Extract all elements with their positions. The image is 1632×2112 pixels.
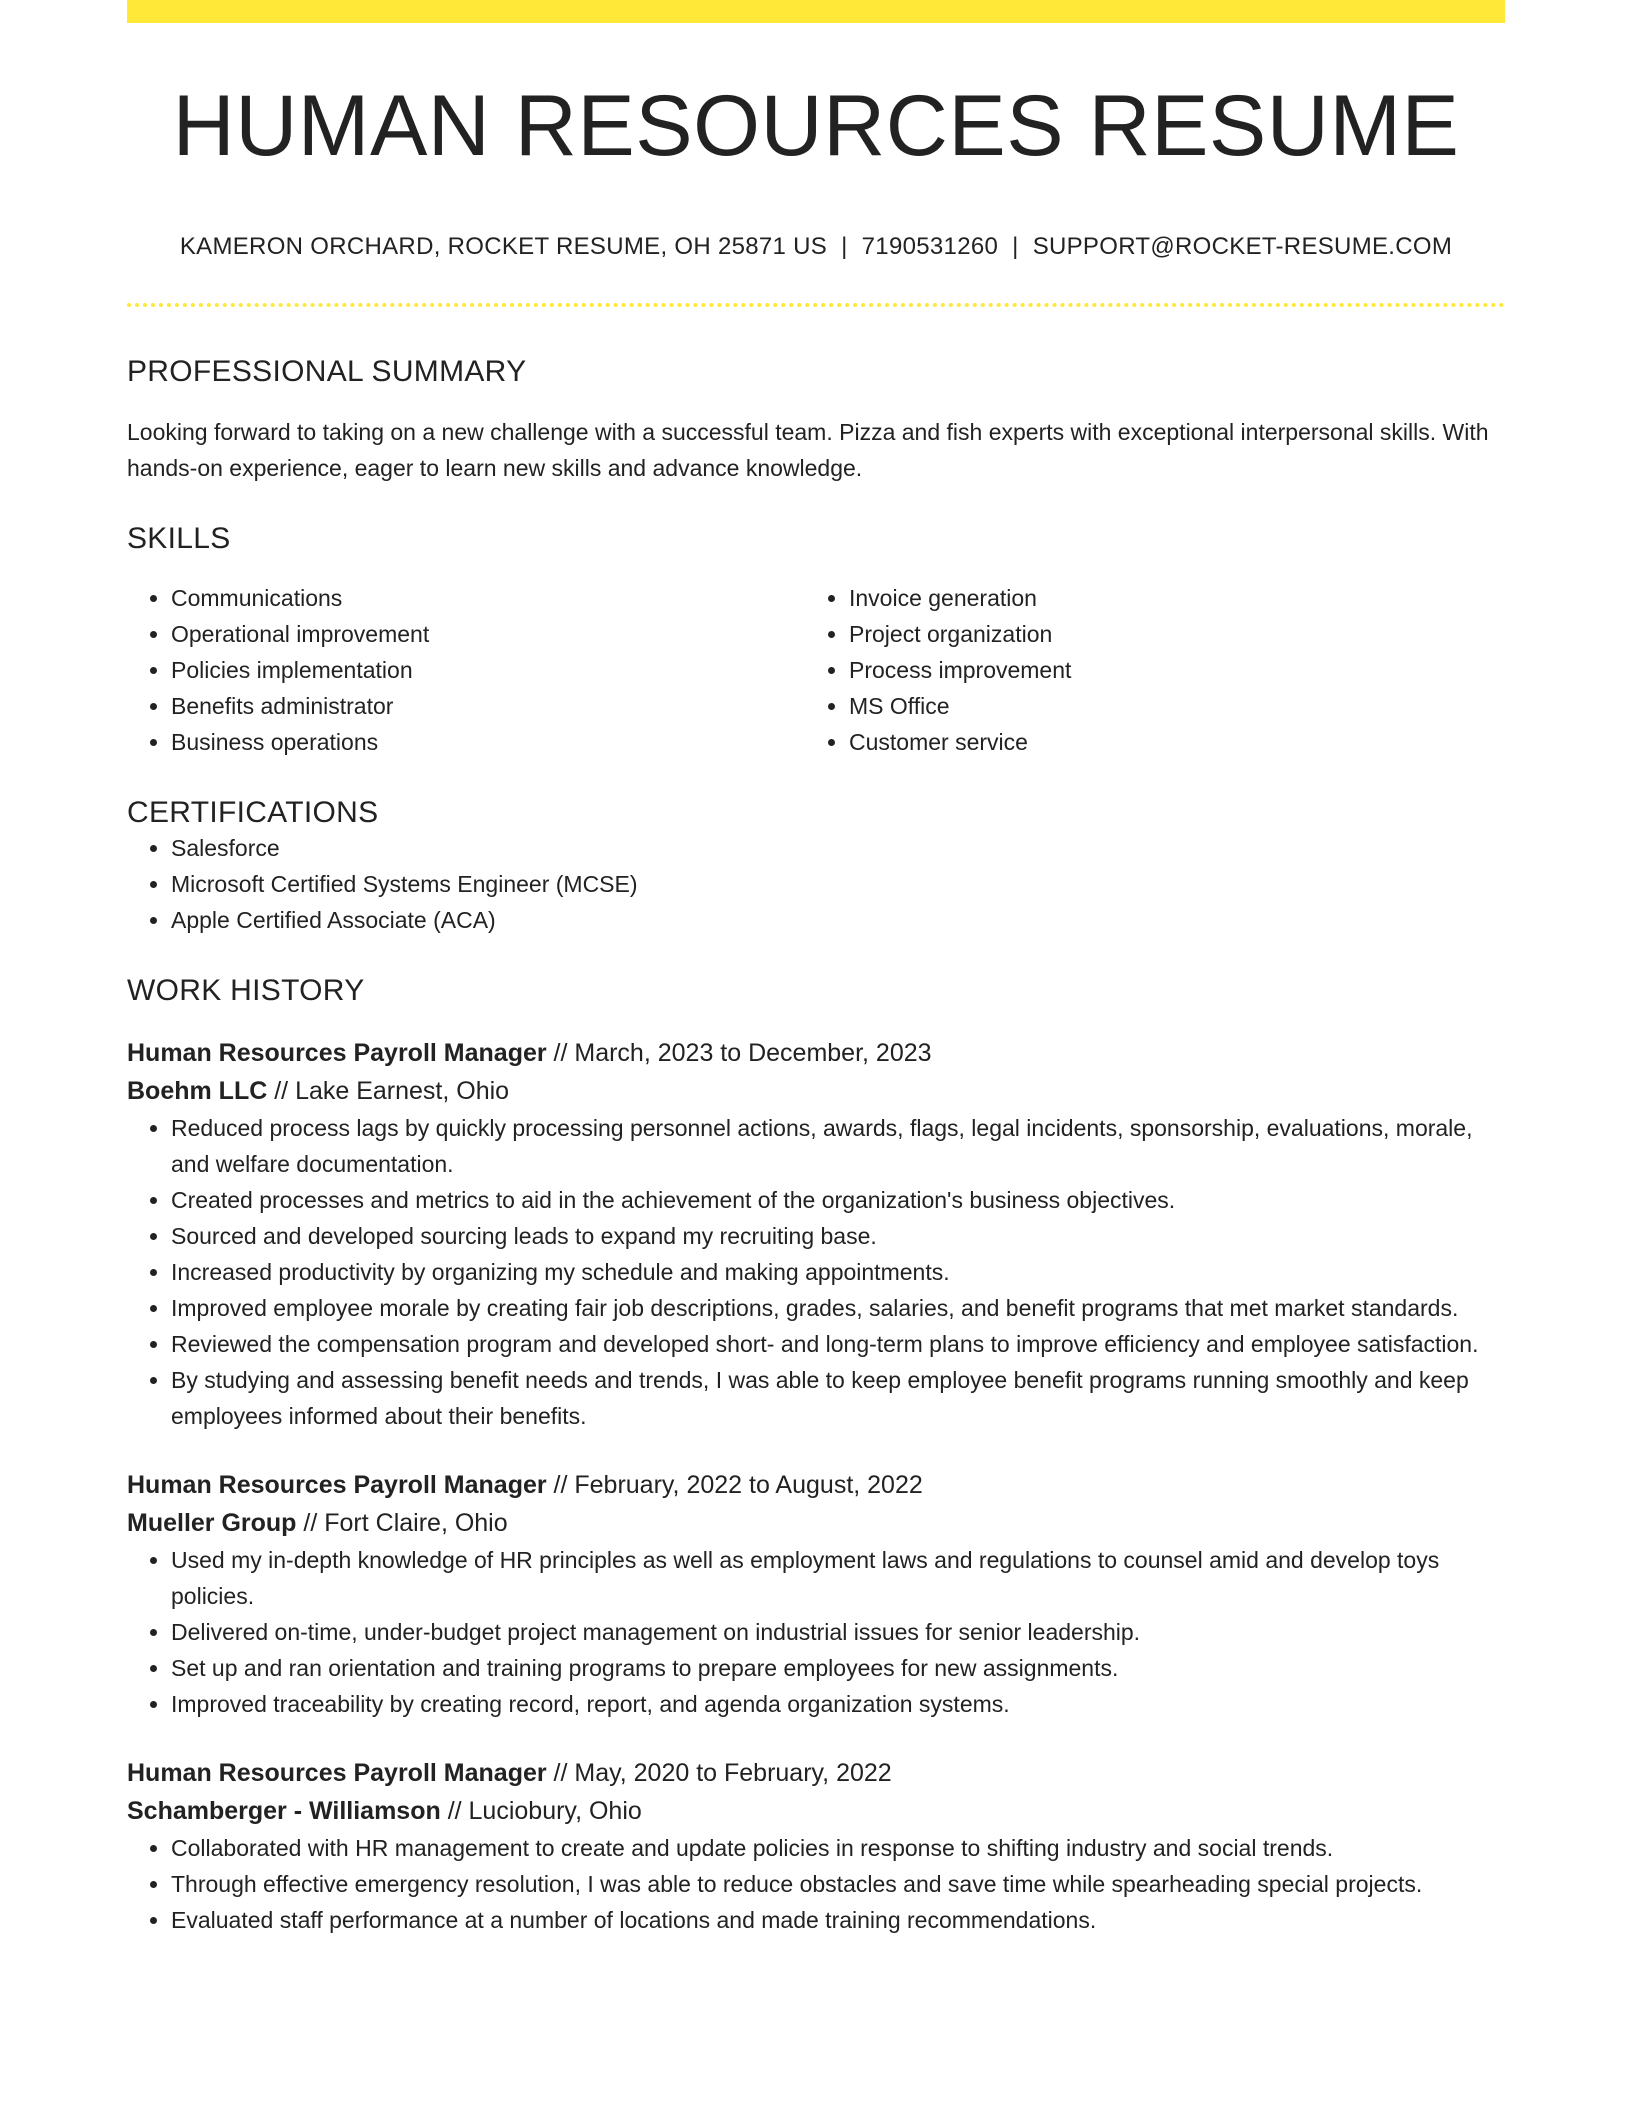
job-bullet: • Sourced and developed sourcing leads to expand my recruiting base. [171, 1218, 1505, 1254]
skills-column-right [805, 580, 1483, 760]
job-title: Human Resources Payroll Manager [127, 1471, 547, 1499]
contact-separator: | [1012, 233, 1019, 260]
job-title: Human Resources Payroll Manager [127, 1039, 547, 1067]
job-bullet: • Used my in-depth knowledge of HR principles as well as employment laws and regulations to counsel amid and develop toys policies. [171, 1542, 1505, 1614]
job-bullet: • Increased productivity by organizing my schedule and making appointments. [171, 1254, 1505, 1290]
job-title-line [127, 1754, 1505, 1792]
skill-item: • Invoice generation [849, 580, 1483, 616]
dotted-divider [127, 303, 1505, 307]
skill-item: • Communications [171, 580, 805, 616]
summary-heading: PROFESSIONAL SUMMARY [127, 355, 527, 388]
skill-item: • Process improvement [849, 652, 1483, 688]
resume-title: HUMAN RESOURCES RESUME [172, 78, 1460, 174]
accent-top-bar [127, 0, 1505, 23]
job-company-line [127, 1072, 1505, 1110]
certification-item: • Microsoft Certified Systems Engineer (MCSE) [171, 866, 1505, 902]
skill-item: • Operational improvement [171, 616, 805, 652]
job-title: Human Resources Payroll Manager [127, 1759, 547, 1787]
contact-line [127, 233, 1505, 261]
job-company: Mueller Group [127, 1509, 297, 1537]
job-entry [127, 1466, 1505, 1722]
skills-grid [127, 580, 1505, 760]
certification-item: • Salesforce [171, 830, 1505, 866]
job-bullet: • Through effective emergency resolution, I was able to reduce obstacles and save time while spearheading special projects. [171, 1866, 1505, 1902]
job-dates: // May, 2020 to February, 2022 [546, 1759, 892, 1787]
skill-item: • MS Office [849, 688, 1483, 724]
job-location: // Fort Claire, Ohio [296, 1509, 508, 1537]
resume-page [127, 0, 1505, 1938]
job-title-line [127, 1034, 1505, 1072]
skill-item: • Benefits administrator [171, 688, 805, 724]
contact-phone: 7190531260 [861, 233, 999, 260]
job-company: Boehm LLC [127, 1077, 268, 1105]
skills-list-left [127, 580, 805, 760]
summary-text: Looking forward to taking on a new challenge with a successful team. Pizza and fish experts with exceptional interpersonal skills. With hands-on experience, eager to learn new skills and advance knowledge. [127, 419, 1489, 481]
job-bullet: • By studying and assessing benefit needs and trends, I was able to keep employee benefit programs running smoothly and keep employees informed about their benefits. [171, 1362, 1505, 1434]
skill-item: • Project organization [849, 616, 1483, 652]
job-dates: // February, 2022 to August, 2022 [546, 1471, 923, 1499]
job-dates: // March, 2023 to December, 2023 [546, 1039, 932, 1067]
job-bullets [127, 1542, 1505, 1722]
job-bullet: • Created processes and metrics to aid in the achievement of the organization's business objectives. [171, 1182, 1505, 1218]
job-bullet: • Delivered on-time, under-budget project management on industrial issues for senior leadership. [171, 1614, 1505, 1650]
job-bullet: • Reduced process lags by quickly processing personnel actions, awards, flags, legal incidents, sponsorship, evaluations, morale, and welfare documentation. [171, 1110, 1505, 1182]
skills-heading: SKILLS [127, 522, 231, 555]
skills-column-left [127, 580, 805, 760]
skill-item: • Policies implementation [171, 652, 805, 688]
contact-separator: | [841, 233, 848, 260]
contact-address: KAMERON ORCHARD, ROCKET RESUME, OH 25871 US [179, 233, 828, 260]
skill-item: • Business operations [171, 724, 805, 760]
job-bullets [127, 1110, 1505, 1434]
skill-item: • Customer service [849, 724, 1483, 760]
work-history-heading: WORK HISTORY [127, 974, 365, 1007]
certifications-list [127, 830, 1505, 938]
skills-list-right [805, 580, 1483, 760]
job-entry [127, 1754, 1505, 1938]
job-bullet: • Improved traceability by creating record, report, and agenda organization systems. [171, 1686, 1505, 1722]
job-entry [127, 1034, 1505, 1434]
contact-email: SUPPORT@ROCKET-RESUME.COM [1032, 233, 1453, 260]
job-title-line [127, 1466, 1505, 1504]
job-bullets [127, 1830, 1505, 1938]
job-bullet: • Improved employee morale by creating fair job descriptions, grades, salaries, and benefit programs that met market standards. [171, 1290, 1505, 1326]
job-location: // Lake Earnest, Ohio [267, 1077, 510, 1105]
certification-item: • Apple Certified Associate (ACA) [171, 902, 1505, 938]
job-company-line [127, 1504, 1505, 1542]
job-bullet: • Evaluated staff performance at a number of locations and made training recommendations. [171, 1902, 1505, 1938]
job-bullet: • Set up and ran orientation and training programs to prepare employees for new assignments. [171, 1650, 1505, 1686]
job-location: // Luciobury, Ohio [440, 1797, 642, 1825]
job-bullet: • Collaborated with HR management to create and update policies in response to shifting industry and social trends. [171, 1830, 1505, 1866]
job-bullet: • Reviewed the compensation program and developed short- and long-term plans to improve efficiency and employee satisfaction. [171, 1326, 1505, 1362]
job-company-line [127, 1792, 1505, 1830]
certifications-heading: CERTIFICATIONS [127, 796, 379, 829]
job-company: Schamberger - Williamson [127, 1797, 441, 1825]
